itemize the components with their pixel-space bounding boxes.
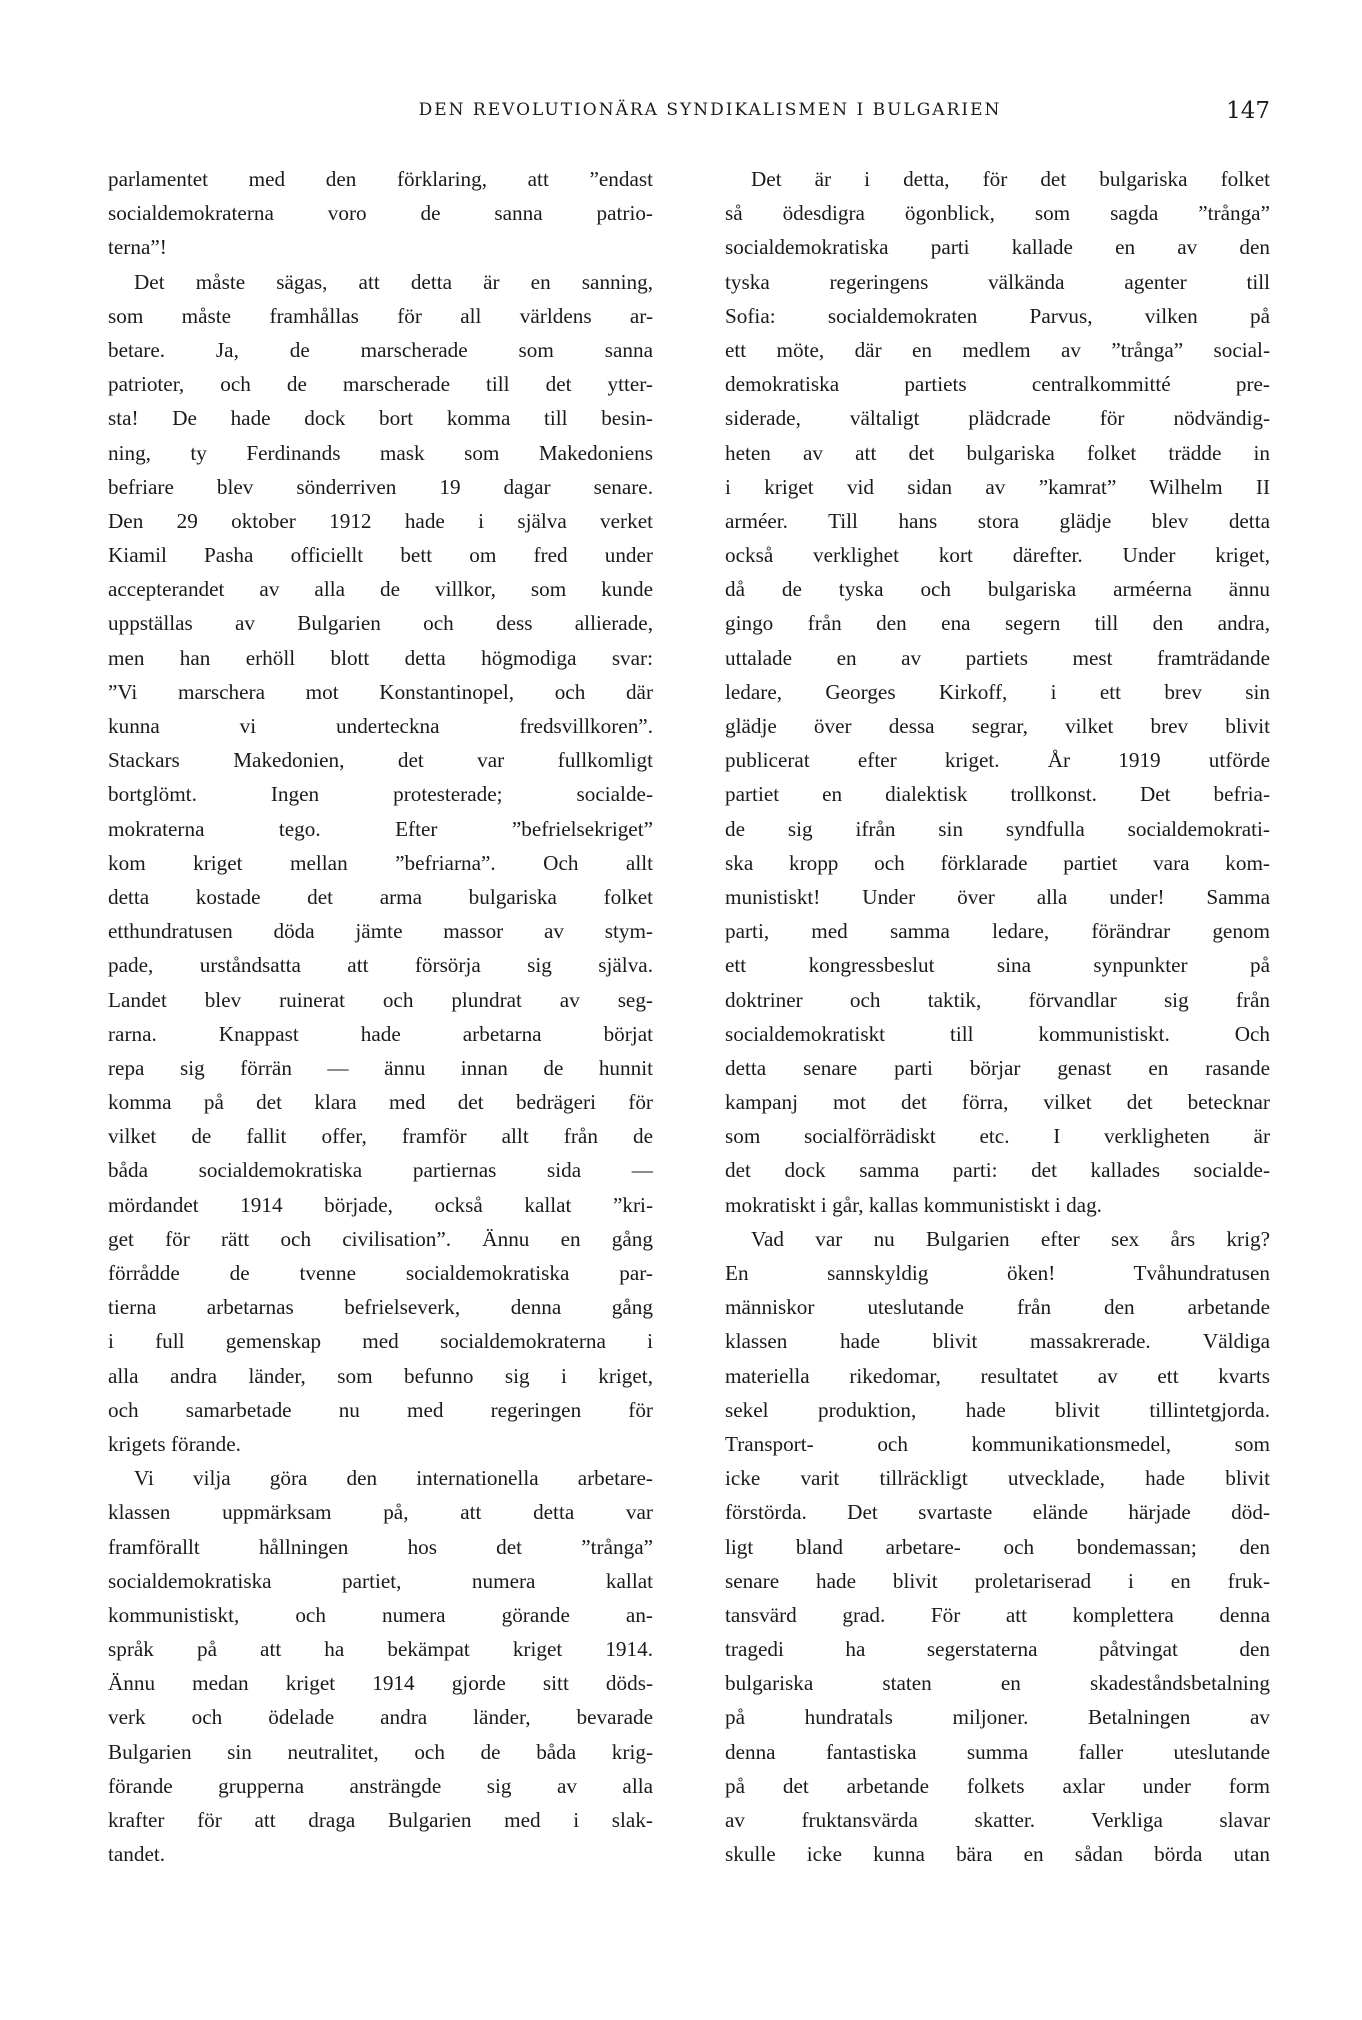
text-line: munistiskt! Under över alla under! Samma xyxy=(725,884,1270,909)
text-line: parlamentet med den förklaring, att ”endast xyxy=(108,167,653,191)
text-line: Vi vilja göra den internationella arbetare- xyxy=(134,1466,653,1491)
text-line: uppställas av Bulgarien och dess allierade, xyxy=(108,611,653,636)
text-line: människor uteslutande från den arbetande xyxy=(725,1295,1270,1320)
text-line: doktriner och taktik, förvandlar sig från xyxy=(725,987,1270,1012)
text-line: Det är i detta, för det bulgariska folket xyxy=(751,167,1270,191)
text-line: Kiamil Pasha officiellt bett om fred under xyxy=(108,543,653,568)
text-line: publicerat efter kriget. År 1919 utförde xyxy=(725,748,1270,773)
text-line: då de tyska och bulgariska arméerna ännu xyxy=(725,577,1270,602)
text-line: kampanj mot det förra, vilket det betecknar xyxy=(725,1090,1270,1115)
text-line: bulgariska staten en skadeståndsbetalning xyxy=(725,1671,1270,1696)
text-line: Landet blev ruinerat och plundrat av seg- xyxy=(108,987,653,1012)
text-line: på det arbetande folkets axlar under form xyxy=(725,1773,1270,1798)
text-line: kunna vi underteckna fredsvillkoren”. xyxy=(108,714,653,738)
text-line: förrådde de tvenne socialdemokratiska par- xyxy=(108,1261,653,1285)
text-line: En sannskyldig öken! Tvåhundratusen xyxy=(725,1261,1270,1285)
text-line: det dock samma parti: det kallades socialde- xyxy=(725,1158,1270,1183)
text-line: glädje över dessa segrar, vilket brev blivit xyxy=(725,714,1270,738)
text-line: parti, med samma ledare, förändrar genom xyxy=(725,919,1270,944)
text-line: Det måste sägas, att detta är en sanning, xyxy=(134,269,653,294)
text-line: uttalade en av partiets mest framträdande xyxy=(725,645,1270,670)
text-line: tragedi ha segerstaterna påtvingat den xyxy=(725,1637,1270,1662)
text-line: siderade, vältaligt plädcrade för nödvändig- xyxy=(725,406,1270,431)
text-line: tandet. xyxy=(108,1842,166,1867)
text-line: get för rätt och civilisation”. Ännu en gång xyxy=(108,1226,653,1251)
text-line: på hundratals miljoner. Betalningen av xyxy=(725,1705,1270,1730)
text-line: tyska regeringens välkända agenter till xyxy=(725,269,1270,294)
text-line: ska kropp och förklarade partiet vara kom- xyxy=(725,850,1270,875)
text-line: som måste framhållas för all världens ar- xyxy=(108,303,653,328)
text-line: så ödesdigra ögonblick, som sagda ”trånga” xyxy=(725,201,1270,226)
running-title: DEN REVOLUTIONÄRA SYNDIKALISMEN I BULGARIEN xyxy=(418,100,1002,120)
text-line: ett kongressbeslut sina synpunkter på xyxy=(725,953,1270,978)
text-line: verk och ödelade andra länder, bevarade xyxy=(108,1705,653,1730)
text-line: av fruktansvärda skatter. Verkliga slavar xyxy=(725,1808,1270,1832)
text-line: arméer. Till hans stora glädje blev detta xyxy=(725,508,1270,533)
text-line: befriare blev sönderriven 19 dagar senare. xyxy=(108,474,653,499)
text-line: vilket de fallit offer, framför allt från de xyxy=(108,1124,653,1149)
text-line: partiet en dialektisk trollkonst. Det befria- xyxy=(725,782,1270,807)
text-line: Sofia: socialdemokraten Parvus, vilken på xyxy=(725,303,1270,328)
text-line: socialdemokraterna voro de sanna patrio- xyxy=(108,201,653,226)
text-line: denna fantastiska summa faller uteslutande xyxy=(725,1739,1270,1764)
text-line: socialdemokratiskt till kommunistiskt. Och xyxy=(725,1021,1270,1046)
text-line: förande grupperna ansträngde sig av alla xyxy=(108,1773,653,1798)
text-line: repa sig förrän — ännu innan de hunnit xyxy=(108,1055,653,1080)
text-line: rarna. Knappast hade arbetarna börjat xyxy=(108,1021,653,1046)
text-line: krigets förande. xyxy=(108,1431,241,1456)
text-line: ledare, Georges Kirkoff, i ett brev sin xyxy=(725,679,1270,704)
text-line: sta! De hade dock bort komma till besin- xyxy=(108,406,653,431)
text-line: materiella rikedomar, resultatet av ett kvarts xyxy=(725,1363,1270,1388)
text-line: och samarbetade nu med regeringen för xyxy=(108,1397,653,1422)
text-line: men han erhöll blott detta högmodiga svar: xyxy=(108,645,653,670)
text-line: Stackars Makedonien, det var fullkomligt xyxy=(108,748,653,773)
text-line: ning, ty Ferdinands mask som Makedoniens xyxy=(108,440,653,465)
text-line: accepterandet av alla de villkor, som kunde xyxy=(108,577,653,602)
text-line: demokratiska partiets centralkommitté pre- xyxy=(725,372,1270,397)
text-line: i full gemenskap med socialdemokraterna i xyxy=(108,1329,653,1354)
text-line: krafter för att draga Bulgarien med i slak- xyxy=(108,1808,653,1832)
text-line: Ännu medan kriget 1914 gjorde sitt döds- xyxy=(108,1671,653,1696)
right-text-column xyxy=(725,162,1270,1871)
text-line: framförallt hållningen hos det ”trånga” xyxy=(108,1534,653,1559)
text-line: etthundratusen döda jämte massor av stym- xyxy=(108,919,653,944)
text-line: ett möte, där en medlem av ”trånga” social- xyxy=(725,337,1270,362)
text-line: detta senare parti börjar genast en rasande xyxy=(725,1055,1270,1080)
text-line: i kriget vid sidan av ”kamrat” Wilhelm II xyxy=(725,474,1270,499)
text-line: heten av att det bulgariska folket trädde in xyxy=(725,440,1270,465)
text-line: ”Vi marschera mot Konstantinopel, och där xyxy=(108,679,653,704)
text-line: båda socialdemokratiska partiernas sida — xyxy=(108,1158,653,1183)
text-line: Transport- och kommunikationsmedel, som xyxy=(725,1431,1270,1456)
text-line: betare. Ja, de marscherade som sanna xyxy=(108,337,653,362)
text-line: språk på att ha bekämpat kriget 1914. xyxy=(108,1637,653,1662)
text-line: pade, urståndsatta att försörja sig själva. xyxy=(108,953,653,978)
text-line: gingo från den ena segern till den andra, xyxy=(725,611,1270,636)
text-line: kom kriget mellan ”befriarna”. Och allt xyxy=(108,850,653,875)
text-line: bortglömt. Ingen protesterade; socialde- xyxy=(108,782,653,807)
text-line: de sig ifrån sin syndfulla socialdemokrati- xyxy=(725,816,1270,841)
text-line: senare hade blivit proletariserad i en fruk- xyxy=(725,1568,1270,1593)
text-line: tierna arbetarnas befrielseverk, denna gång xyxy=(108,1295,653,1320)
text-line: terna”! xyxy=(108,235,167,260)
page-number: 147 xyxy=(1226,98,1270,124)
text-line: socialdemokratiska parti kallade en av den xyxy=(725,235,1270,260)
text-line: ligt bland arbetare- och bondemassan; den xyxy=(725,1534,1270,1559)
text-line: som socialförrädiskt etc. I verkligheten är xyxy=(725,1124,1270,1149)
text-line: Den 29 oktober 1912 hade i själva verket xyxy=(108,508,653,533)
text-line: också verklighet kort därefter. Under kriget, xyxy=(725,543,1270,568)
text-line: alla andra länder, som befunno sig i kriget, xyxy=(108,1363,653,1388)
text-line: komma på det klara med det bedrägeri för xyxy=(108,1090,653,1115)
text-line: sekel produktion, hade blivit tillintetgjorda. xyxy=(725,1397,1270,1422)
text-line: Vad var nu Bulgarien efter sex års krig? xyxy=(751,1226,1270,1251)
text-line: patrioter, och de marscherade till det ytter- xyxy=(108,372,653,397)
text-line: icke varit tillräckligt utvecklade, hade blivit xyxy=(725,1466,1270,1491)
text-line: Bulgarien sin neutralitet, och de båda krig- xyxy=(108,1739,653,1764)
text-line: mördandet 1914 började, också kallat ”kri- xyxy=(108,1192,653,1217)
text-line: klassen uppmärksam på, att detta var xyxy=(108,1500,653,1525)
text-line: tansvärd grad. För att komplettera denna xyxy=(725,1602,1270,1627)
text-line: klassen hade blivit massakrerade. Väldiga xyxy=(725,1329,1270,1354)
text-line: skulle icke kunna bära en sådan börda utan xyxy=(725,1842,1270,1867)
text-line: detta kostade det arma bulgariska folket xyxy=(108,884,653,909)
left-text-column xyxy=(108,162,653,1871)
text-line: socialdemokratiska partiet, numera kallat xyxy=(108,1568,653,1593)
text-line: mokraterna tego. Efter ”befrielsekriget” xyxy=(108,816,653,841)
text-line: förstörda. Det svartaste elände härjade död- xyxy=(725,1500,1270,1525)
text-line: mokratiskt i går, kallas kommunistiskt i dag. xyxy=(725,1192,1102,1217)
text-line: kommunistiskt, och numera görande an- xyxy=(108,1602,653,1627)
